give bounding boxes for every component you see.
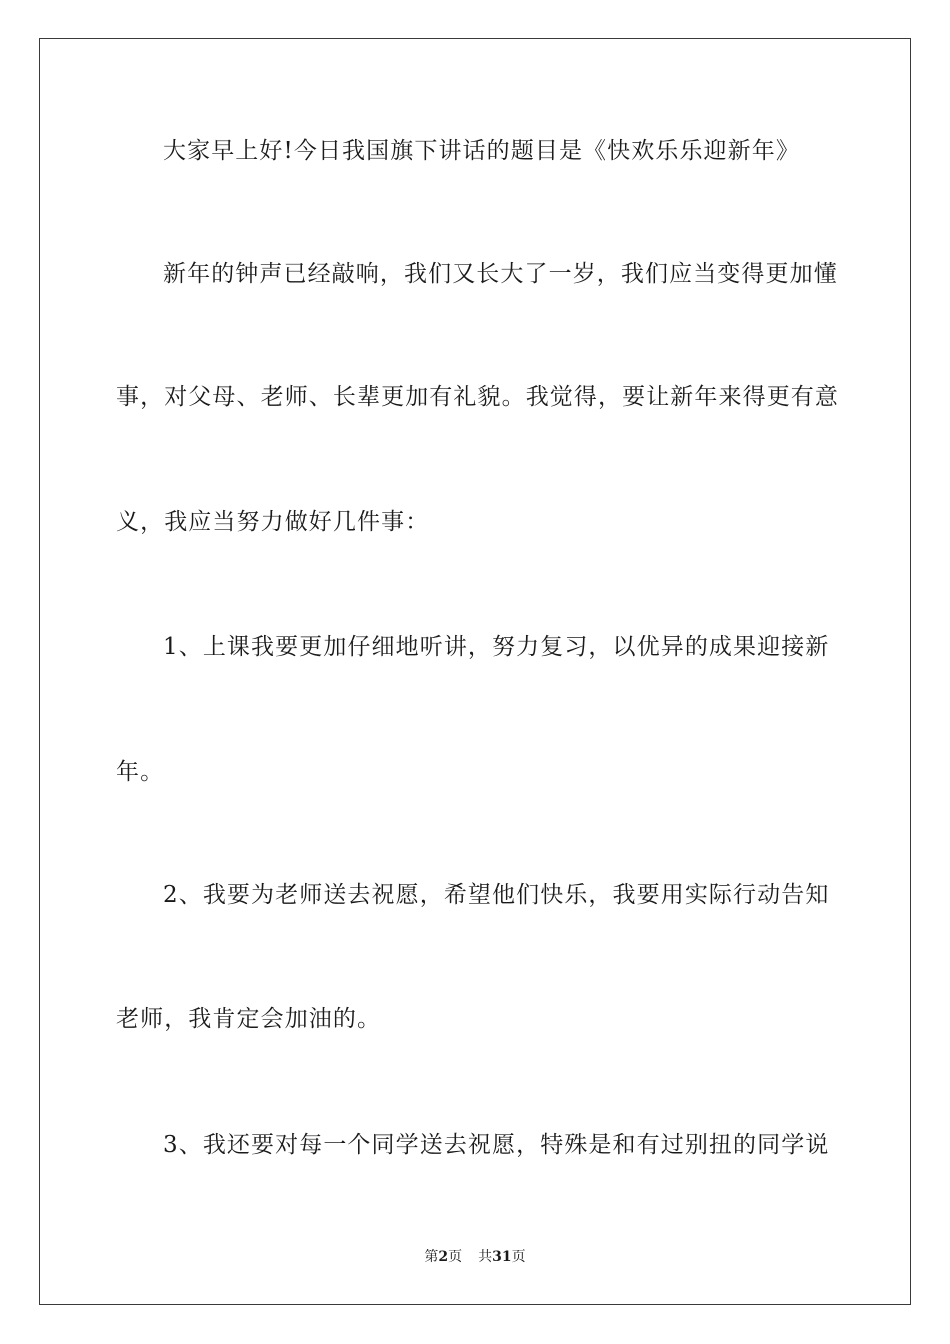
paragraph-line-8: 老师，我肯定会加油的。: [116, 1006, 382, 1032]
footer-total-suffix: 页: [511, 1249, 526, 1265]
footer-page-prefix: 第: [424, 1249, 439, 1265]
paragraph-line-9: 3、我还要对每一个同学送去祝愿，特殊是和有过别扭的同学说: [163, 1132, 830, 1158]
page-footer: [0, 1248, 950, 1266]
footer-total-prefix: 共: [478, 1249, 493, 1265]
paragraph-line-1: 大家早上好!今日我国旗下讲话的题目是《快欢乐乐迎新年》: [163, 138, 800, 164]
footer-page-suffix: 页: [448, 1249, 463, 1265]
footer-page-number: 2: [438, 1249, 449, 1265]
paragraph-line-6: 年。: [116, 759, 165, 785]
footer-total-number: 31: [492, 1249, 512, 1265]
page-border: [39, 38, 911, 1305]
paragraph-line-2: 新年的钟声已经敲响，我们又长大了一岁，我们应当变得更加懂: [163, 261, 838, 287]
paragraph-line-3: 事，对父母、老师、长辈更加有礼貌。我觉得，要让新年来得更有意: [116, 384, 839, 410]
paragraph-line-7: 2、我要为老师送去祝愿，希望他们快乐，我要用实际行动告知: [163, 882, 830, 908]
paragraph-line-5: 1、上课我要更加仔细地听讲，努力复习，以优异的成果迎接新: [163, 634, 830, 660]
paragraph-line-4: 义，我应当努力做好几件事：: [116, 509, 430, 535]
